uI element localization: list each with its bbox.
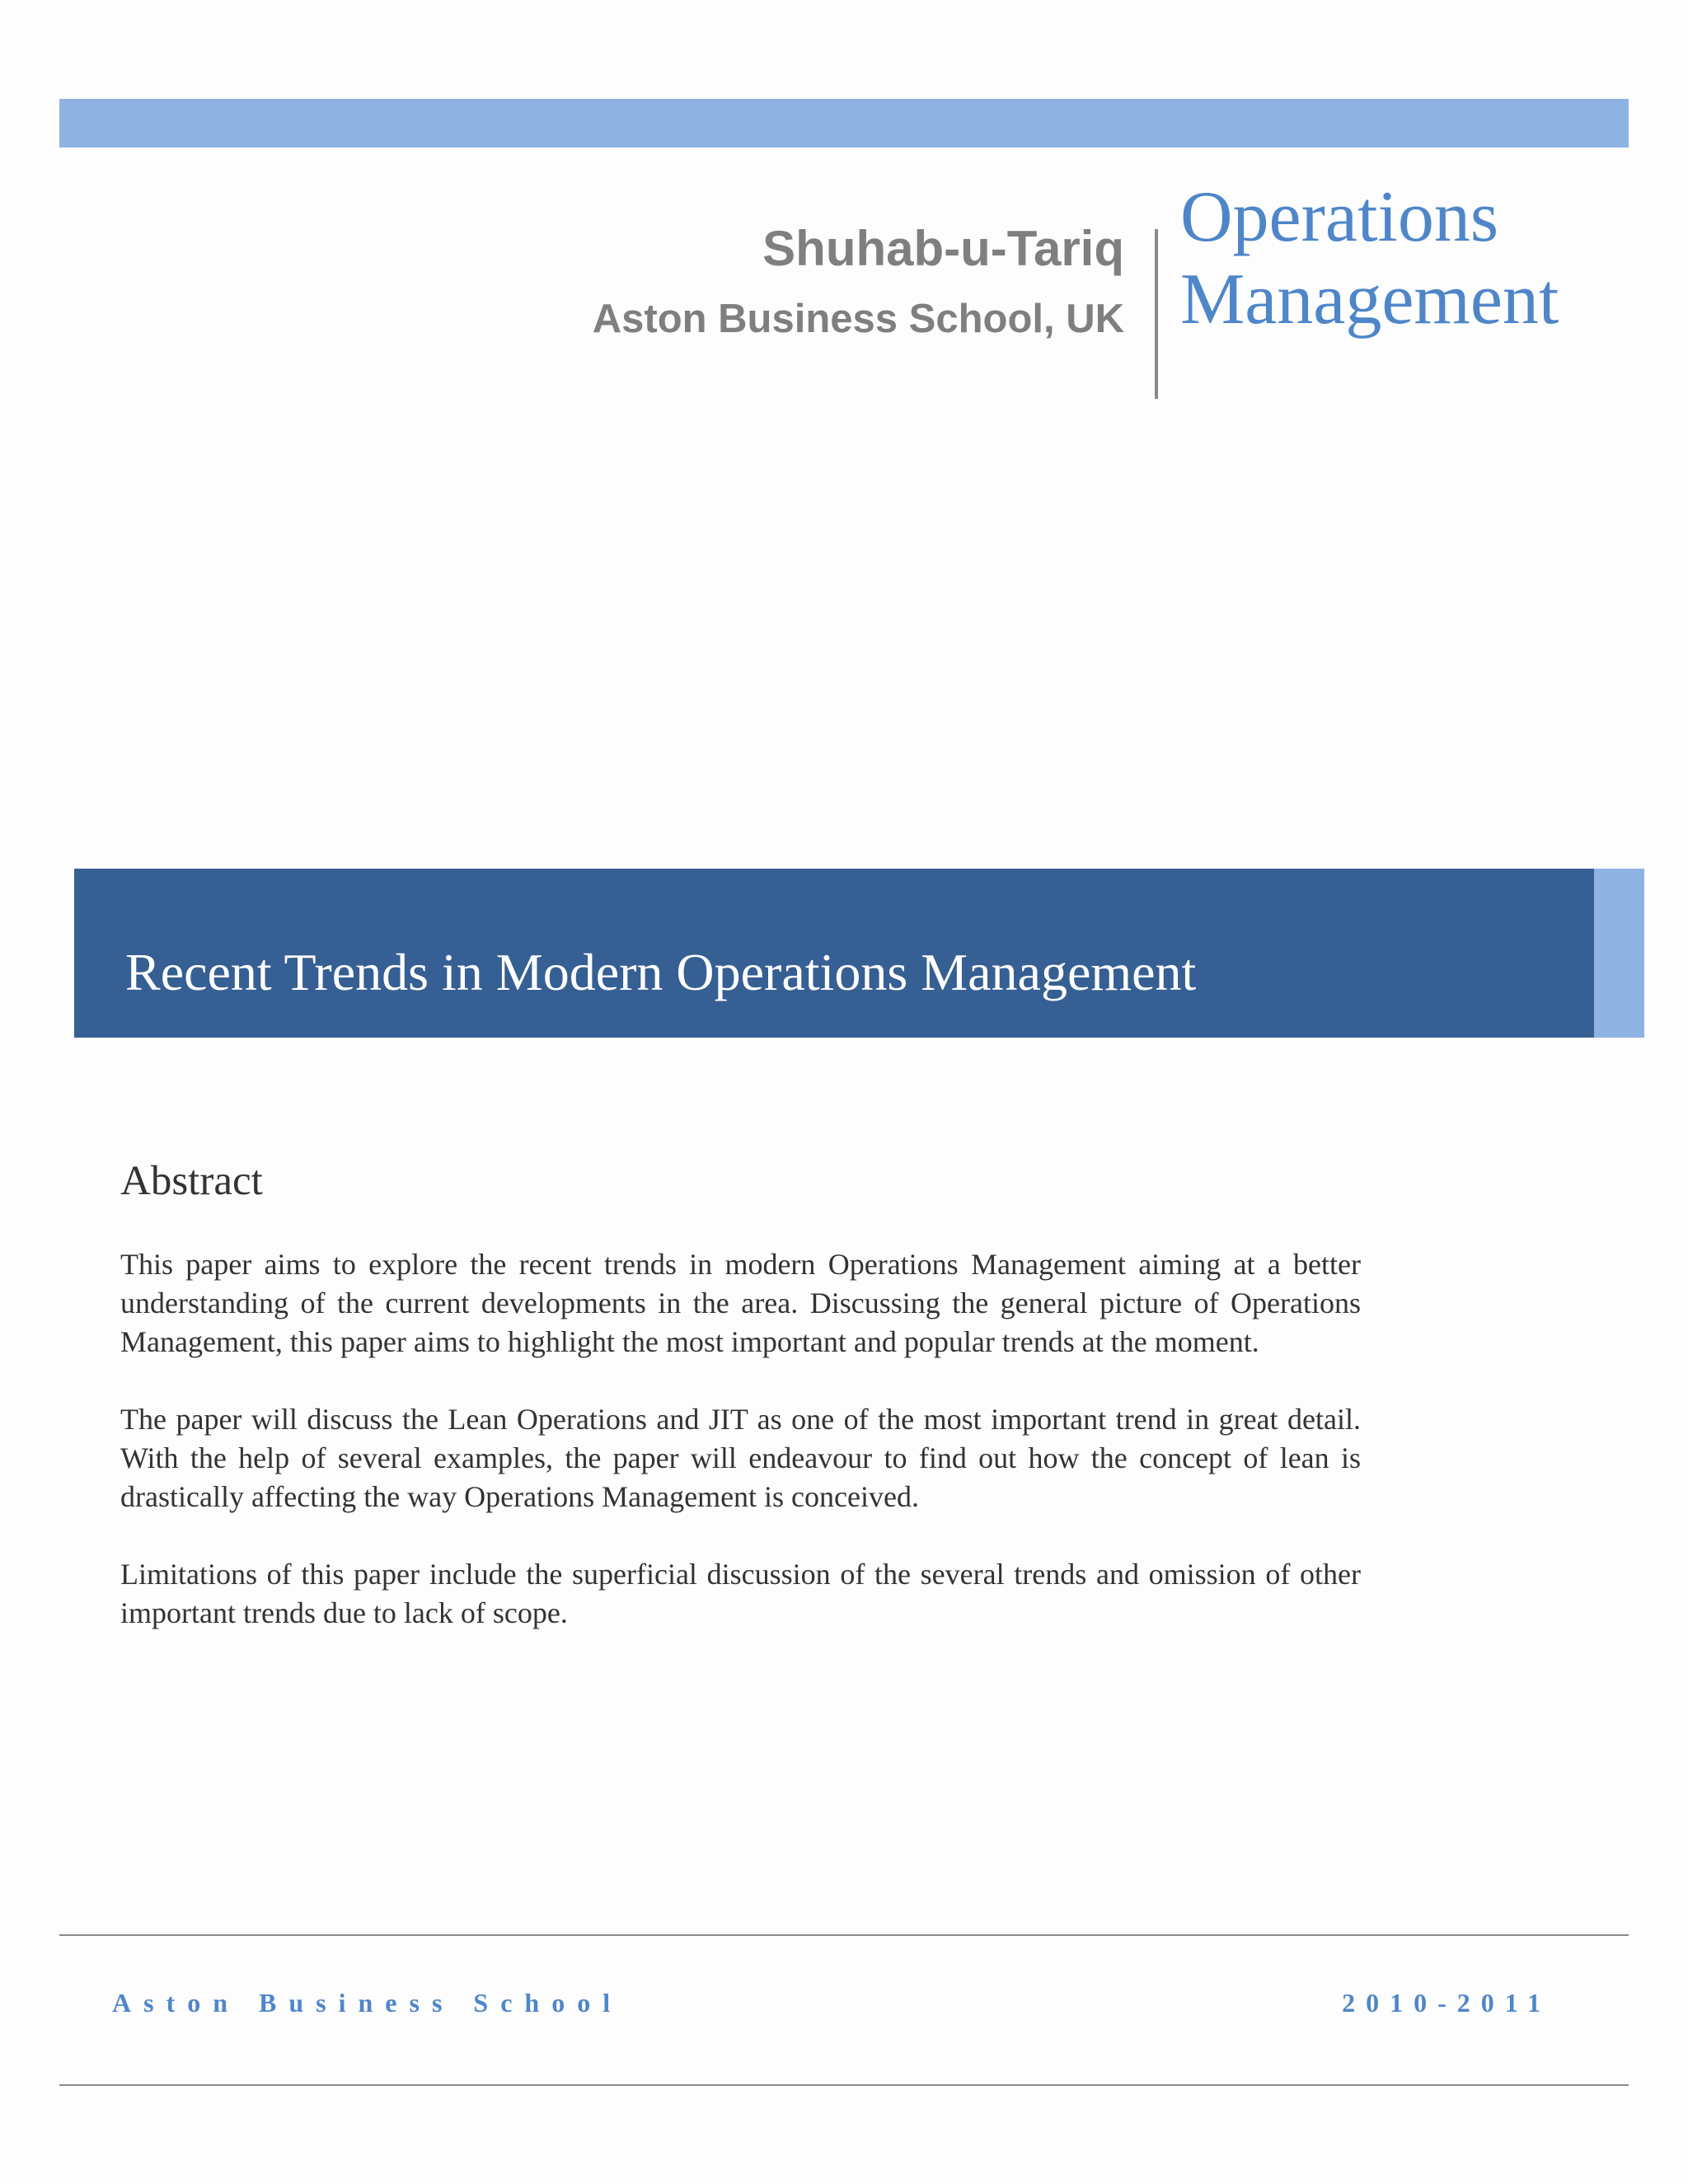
abstract-paragraph: This paper aims to explore the recent trends in modern Operations Management aiming at a better understanding of the current developments in the area. Discussing the general picture of Operations Management, this paper aims to highlight the most important and popular trends at the moment. [120, 1248, 1361, 1358]
subject-title-line-1: Operations [1180, 177, 1499, 257]
paper-title: Recent Trends in Modern Operations Management [125, 943, 1197, 1001]
document-subject-title [1180, 176, 1559, 341]
abstract-paragraph: The paper will discuss the Lean Operations and JIT as one of the most important trend in great detail. With the help of several examples, the paper will endeavour to find out how the concept of lean is drastically affecting the way Operations Management is conceived. [120, 1403, 1361, 1513]
footer-institution: Aston Business School [112, 1988, 623, 2018]
subject-title-line-2: Management [1180, 260, 1559, 340]
footer-top-rule [59, 1934, 1629, 1936]
top-accent-bar [59, 99, 1629, 148]
abstract-paragraph: Limitations of this paper include the superficial discussion of the several trends and omission of other important trends due to lack of scope. [120, 1558, 1361, 1629]
author-name: Shuhab-u-Tariq [762, 221, 1124, 276]
header-divider [1155, 229, 1158, 399]
title-banner-accent [1594, 869, 1644, 1038]
abstract-body [120, 1245, 1361, 1671]
abstract-heading: Abstract [120, 1158, 263, 1204]
footer-bottom-rule [59, 2084, 1629, 2086]
author-block [593, 216, 1124, 346]
footer-year: 2010-2011 [1342, 1988, 1551, 2018]
author-school: Aston Business School, UK [592, 297, 1124, 341]
